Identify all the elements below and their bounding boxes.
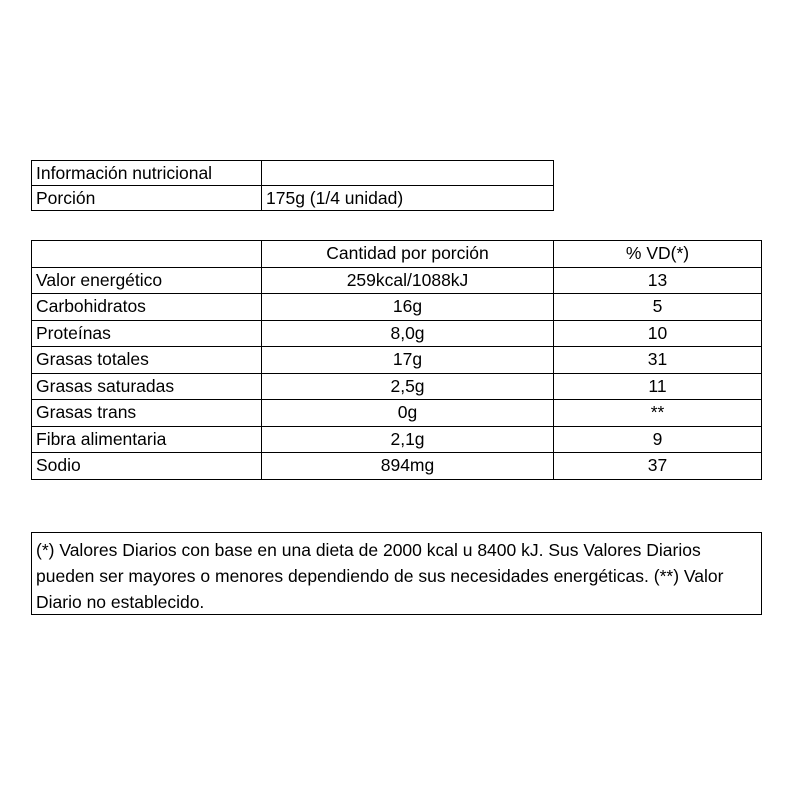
table-row xyxy=(32,294,762,321)
header-amount: Cantidad por porción xyxy=(262,241,554,268)
nutrient-amount: 16g xyxy=(262,294,554,321)
nutrient-amount: 894mg xyxy=(262,453,554,480)
nutrient-dv: 13 xyxy=(554,267,762,294)
nutrition-table xyxy=(31,240,762,480)
nutrient-dv: 10 xyxy=(554,320,762,347)
table-row xyxy=(32,320,762,347)
info-title: Información nutricional xyxy=(32,161,262,186)
nutrient-name: Fibra alimentaria xyxy=(32,426,262,453)
portion-value: 175g (1/4 unidad) xyxy=(262,186,554,211)
table-row xyxy=(32,400,762,427)
nutrient-amount: 2,5g xyxy=(262,373,554,400)
header-row xyxy=(32,241,762,268)
portion-row xyxy=(32,186,554,211)
table-row xyxy=(32,373,762,400)
portion-label: Porción xyxy=(32,186,262,211)
nutrient-name: Valor energético xyxy=(32,267,262,294)
info-title-row xyxy=(32,161,554,186)
header-dv: % VD(*) xyxy=(554,241,762,268)
nutrient-dv: ** xyxy=(554,400,762,427)
table-row xyxy=(32,453,762,480)
nutrient-dv: 11 xyxy=(554,373,762,400)
info-title-value xyxy=(262,161,554,186)
table-row xyxy=(32,426,762,453)
nutrient-amount: 259kcal/1088kJ xyxy=(262,267,554,294)
nutrient-name: Grasas saturadas xyxy=(32,373,262,400)
nutrient-amount: 8,0g xyxy=(262,320,554,347)
table-row xyxy=(32,347,762,374)
footnote-text: (*) Valores Diarios con base en una dieta de 2000 kcal u 8400 kJ. Sus Valores Diarios pueden ser mayores o menores dependiendo de sus necesidades energéticas. (**) Valor Diario no establecido. xyxy=(36,540,724,612)
nutrient-amount: 2,1g xyxy=(262,426,554,453)
nutrient-amount: 0g xyxy=(262,400,554,427)
nutrient-dv: 9 xyxy=(554,426,762,453)
nutrient-amount: 17g xyxy=(262,347,554,374)
info-table xyxy=(31,160,554,211)
nutrient-name: Grasas trans xyxy=(32,400,262,427)
nutrient-name: Carbohidratos xyxy=(32,294,262,321)
nutrient-name: Sodio xyxy=(32,453,262,480)
table-row xyxy=(32,267,762,294)
nutrient-name: Grasas totales xyxy=(32,347,262,374)
nutrient-name: Proteínas xyxy=(32,320,262,347)
nutrient-dv: 5 xyxy=(554,294,762,321)
footnote-box xyxy=(31,532,762,615)
header-name xyxy=(32,241,262,268)
nutrient-dv: 31 xyxy=(554,347,762,374)
nutrient-dv: 37 xyxy=(554,453,762,480)
